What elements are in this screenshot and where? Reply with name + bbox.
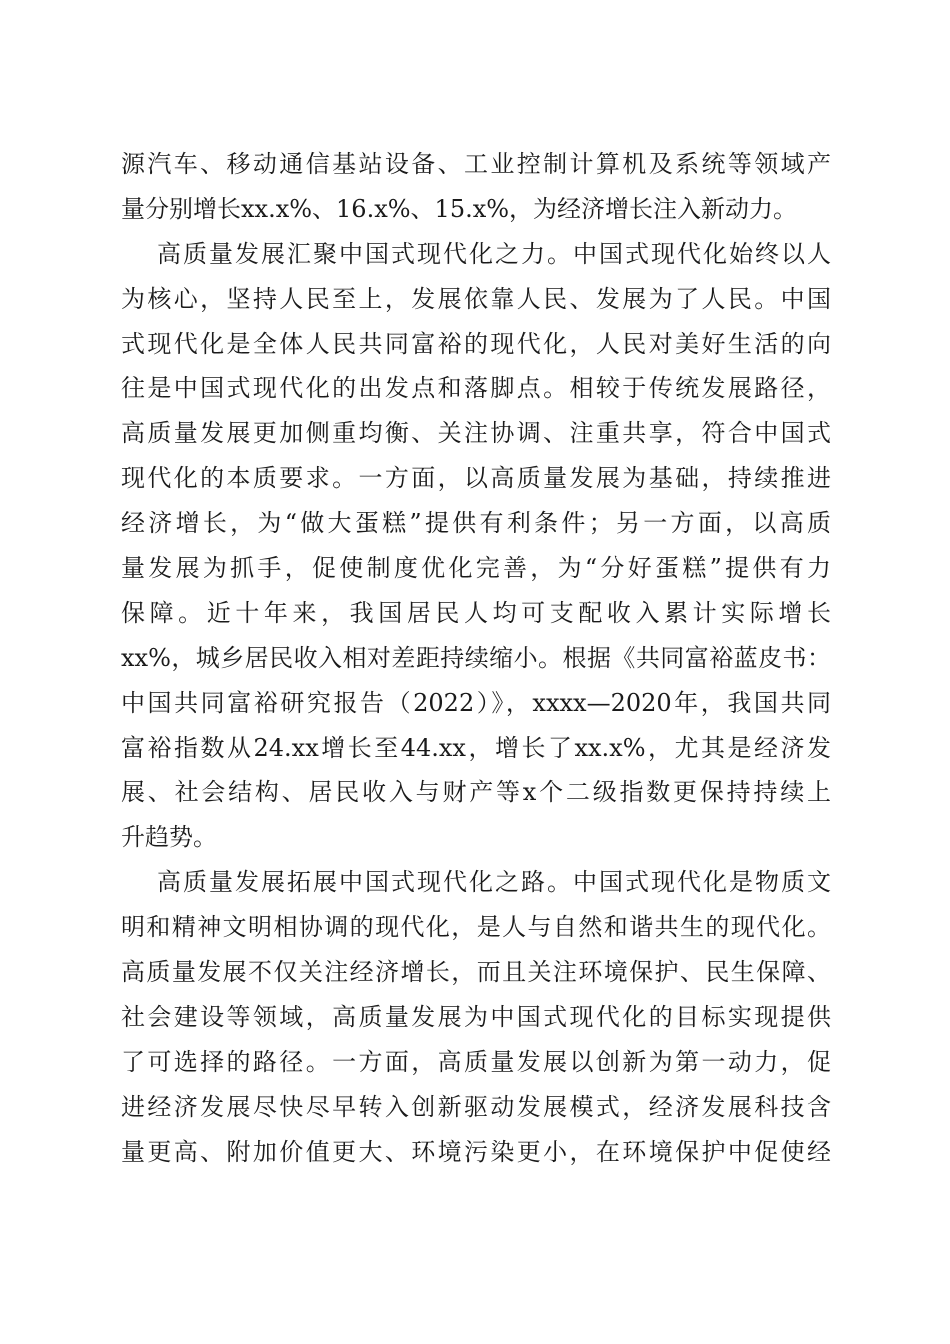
text-line: 经济增长，为“做大蛋糕”提供有利条件；另一方面，以高质 [121, 509, 831, 538]
text-line: 现代化的本质要求。一方面，以高质量发展为基础，持续推进 [121, 464, 831, 493]
text-line: 中国共同富裕研究报告（2022）》，xxxx—2020年，我国共同 [121, 688, 831, 717]
text-line: 为核心，坚持人民至上，发展依靠人民、发展为了人民。中国 [121, 284, 831, 313]
paragraph-continued [121, 142, 831, 232]
text-line: 了可选择的路径。一方面，高质量发展以创新为第一动力，促 [121, 1047, 831, 1076]
paragraph-high-quality-development-strength [121, 232, 831, 860]
text-line: 明和精神文明相协调的现代化，是人与自然和谐共生的现代化。 [121, 913, 831, 942]
text-line: 保障。近十年来，我国居民人均可支配收入累计实际增长 [121, 598, 831, 627]
document-body [121, 142, 831, 1174]
text-line: 升趋势。 [121, 823, 217, 852]
text-line: 量更高、附加价值更大、环境污染更小，在环境保护中促使经 [121, 1137, 831, 1166]
text-line: 式现代化是全体人民共同富裕的现代化，人民对美好生活的向 [121, 329, 831, 358]
text-line: 高质量发展汇聚中国式现代化之力。中国式现代化始终以人 [157, 239, 831, 268]
text-line: 高质量发展不仅关注经济增长，而且关注环境保护、民生保障、 [121, 958, 831, 987]
text-line: 社会建设等领域，高质量发展为中国式现代化的目标实现提供 [121, 1002, 831, 1031]
text-line: 富裕指数从24.xx增长至44.xx，增长了xx.x%，尤其是经济发 [121, 733, 831, 762]
text-line: 量发展为抓手，促使制度优化完善，为“分好蛋糕”提供有力 [121, 554, 831, 583]
text-line: 量分别增长xx.x%、16.x%、15.x%，为经济增长注入新动力。 [121, 194, 798, 223]
text-line: xx%，城乡居民收入相对差距持续缩小。根据《共同富裕蓝皮书： [121, 643, 831, 672]
text-line: 高质量发展更加侧重均衡、关注协调、注重共享，符合中国式 [121, 419, 831, 448]
text-line: 高质量发展拓展中国式现代化之路。中国式现代化是物质文 [157, 868, 831, 897]
text-line: 展、社会结构、居民收入与财产等x个二级指数更保持持续上 [121, 778, 831, 807]
text-line: 往是中国式现代化的出发点和落脚点。相较于传统发展路径， [121, 374, 831, 403]
text-line: 源汽车、移动通信基站设备、工业控制计算机及系统等领域产 [121, 150, 831, 178]
text-line: 进经济发展尽快尽早转入创新驱动发展模式，经济发展科技含 [121, 1092, 831, 1121]
paragraph-high-quality-development-path [121, 860, 831, 1174]
